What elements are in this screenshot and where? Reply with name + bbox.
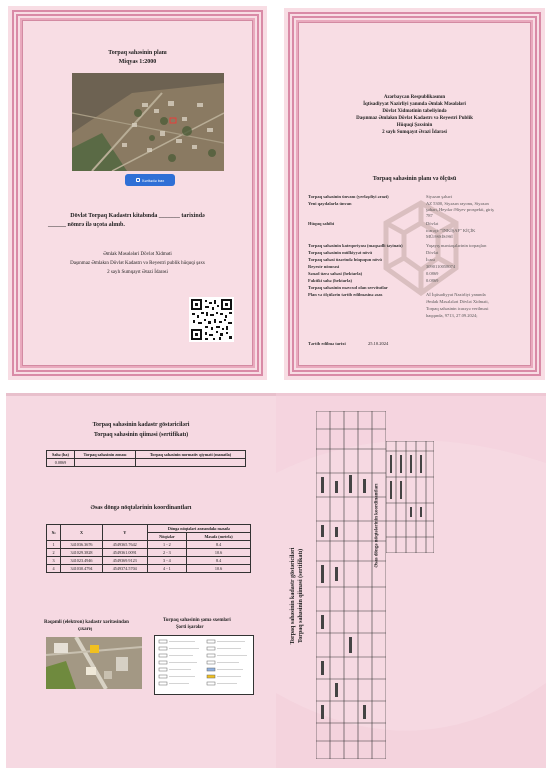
legend-caption-1: Torpaq sahəsinin şəmə sxemləri [163, 618, 231, 623]
rotated-title-1: Torpaq sahəsinin kadastr göstəriciləri [290, 547, 296, 645]
left-cover-page [8, 6, 267, 380]
issuer-line-2: Daşınmaz Əmlakın Dövlət Kadastrı və Reyestri publik hüquqi şəxs [70, 261, 205, 266]
plan-title: Torpaq sahəsinin planı [108, 50, 167, 56]
cadastre-title: Torpaq sahəsinin kadastr göstəriciləri [92, 422, 190, 428]
date-label: Tərtib edilmə tarixi [308, 341, 346, 346]
zone-value [74, 459, 135, 467]
y-header: Y [102, 525, 147, 541]
field-row: 787 [426, 213, 433, 218]
field-row: Plan və ölçülərin tərtib edilməsinə əsas Aİ İqtisadiyyat Nazirliyi yanında [308, 292, 486, 297]
issuer-line-3: 2 saylı Sumqayıt Ərazi İdarəsi [107, 270, 168, 275]
cadastre-map-extract [46, 637, 142, 689]
table-row: 3 341023.4946 4549369.9123 3 - 4 8.4 [47, 557, 251, 565]
area-table [46, 450, 246, 467]
header-line-1: Azərbaycan Respublikasının [383, 95, 446, 100]
header-line-5: Hüquqi Şəxsinin [396, 123, 433, 128]
points-subheader: Nöqtələr [147, 533, 187, 541]
coords-title: Əsas döngə nöqtələrinin koordinantları [90, 505, 192, 511]
legend-caption-2: Şərti işarələr [176, 625, 204, 630]
field-row: Yeni qaydalarla ünvan AZ 5300, Siyəzən rayonu, Siyəzən [308, 201, 489, 206]
price-header: Torpaq sahəsinin normativ qiyməti (manatla) [135, 451, 245, 459]
zone-header: Torpaq sahəsinin zonası [74, 451, 135, 459]
x-header: X [61, 525, 103, 541]
meters-subheader: Məsafə (metrlə) [187, 533, 251, 541]
bottom-right-page [276, 393, 546, 768]
page-edge [6, 393, 276, 396]
field-row: MÜƏSSİSƏSİ [426, 234, 453, 239]
price-value [135, 459, 245, 467]
field-row: Sənəd üzrə sahəsi (hektarla) 0.0869 [308, 271, 439, 276]
table-row: 4 341030.4794 4549374.5704 4 - 1 10.6 [47, 565, 251, 573]
header-line-3: Dövlət Xidmətinin tabeliyində [382, 109, 447, 114]
date-row [308, 341, 456, 347]
header-line-4: Daşınmaz Əmlakın Dövlət Kadastrı və Reyestri Publik [356, 116, 473, 121]
registry-line-1: Dövlət Torpaq Kadastrı kitabında _______ tarixində [70, 213, 205, 219]
right-cover-page [284, 8, 545, 380]
rotated-title-3: Əsas döngə nöqtələrinin koordinantları [374, 483, 380, 568]
table-row: 1 341036.3676 4549365.7642 1 - 2 8.4 [47, 541, 251, 549]
legend-box [154, 635, 254, 695]
view-on-map-label: Xəritədə bax [141, 177, 165, 183]
section-title: Torpaq sahəsinin planı və ölçüsü [372, 176, 457, 182]
map-caption-1: Rəqəmli (elektron) kadastr xəritəsindən [44, 620, 129, 625]
bottom-left-page [6, 393, 276, 768]
area-value: 0.0869 [47, 459, 75, 467]
field-row: Torpaq sahəsi üzərində hüququn növü İcarə [308, 257, 435, 262]
date-value: 25.10.2024 [368, 341, 389, 346]
rotated-coords-table [386, 441, 434, 553]
registry-line-2: ______ nömrə ilə uçota alınıb. [48, 222, 125, 228]
field-row: Hüquq sahibi Dövlət [308, 221, 439, 226]
field-row: şəhəri, Heydər Əliyev prospekti, giriş [426, 207, 494, 212]
field-row: Torpaq sahəsinin məvcud olan servitutlar [308, 285, 388, 290]
area-header: Sahə (ha) [47, 451, 75, 459]
field-row: haqqında, 9713, 27.09.2024; [426, 313, 478, 318]
field-row: Reyestr nömrəsi 3090110058074 [308, 264, 456, 269]
header-line-2: İqtisadiyyat Nazirliyi yanında Əmlak Məsələləri [363, 102, 466, 107]
header-line-6: 2 saylı Sumqayıt Ərazi İdarəsi [382, 130, 447, 135]
num-header: № [47, 525, 61, 541]
map-caption-2: çıxarış [78, 627, 93, 632]
field-row: Faktiki sahə (hektarla) 0.0869 [308, 278, 439, 283]
field-row: Torpaq sahəsinin ünvanı (yerləşdiyi ərazi) Siyəzən şəhəri [308, 194, 453, 199]
issuer-line-1: Əmlak Məsələləri Dövlət Xidməti [103, 252, 172, 257]
plan-scale: Miqyas 1:2000 [118, 59, 157, 65]
field-row: Torpaq sahəsinin mülkiyyət növü Dövlət [308, 250, 439, 255]
satellite-image [72, 73, 224, 171]
certificate-title: Torpaq sahəsinin qiiməsi (sertifikatı) [93, 432, 189, 438]
view-on-map-button[interactable] [125, 174, 175, 186]
field-row: Torpaq sahəsinin kateqoriyası (məqsədli təyinatı) Yaşayış məntəqələrinin torpaqları [308, 243, 487, 248]
map-icon [136, 178, 140, 182]
field-row: Torpaq sahəsinin icarəyə verilməsi [426, 306, 489, 311]
field-row: icarəçi: "İNKİŞAF" KİÇİK [426, 228, 476, 233]
field-row: Əmlak Məsələləri Dövlət Xidməti, [426, 299, 489, 304]
table-row: 2 341029.3828 4549361.0091 2 - 3 10.6 [47, 549, 251, 557]
qr-code [189, 297, 234, 342]
coords-table [46, 524, 251, 573]
distance-header: Döngə nöqtələri arasındakı məsafə [147, 525, 250, 533]
rotated-title-2: Torpaq sahəsinin qiiməsi (sertifikatı) [298, 548, 304, 644]
